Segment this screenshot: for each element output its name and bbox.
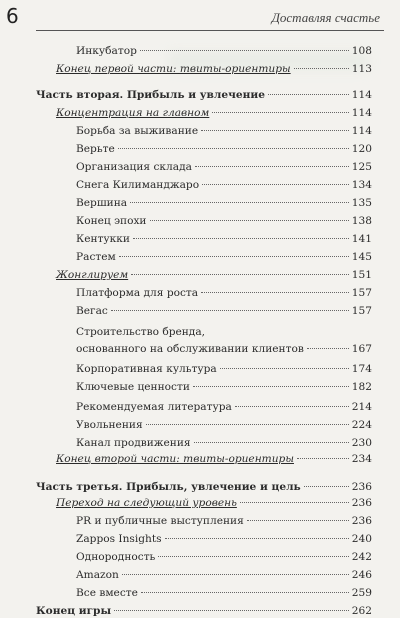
toc-entry-title: Борьба за выживание [76,125,199,137]
toc-entry [56,452,372,466]
toc-entry-title: Amazon [76,569,119,581]
toc-entry-page: 141 [351,233,372,245]
toc-entry [76,250,372,264]
dot-leader [297,458,349,459]
toc-entry-title: Все вместе [76,587,138,599]
toc-entry [76,178,372,192]
toc-entry-title: Инкубатор [76,45,137,57]
dot-leader [294,68,349,69]
dot-leader [118,148,349,149]
toc-entry-page: 230 [351,437,372,449]
running-head: Доставляя счастье [271,10,380,25]
toc-entry-page: 138 [351,215,372,227]
dot-leader [119,256,349,257]
toc-entry [76,196,372,210]
toc-entry [76,568,372,582]
dot-leader [114,610,349,611]
toc-entry [76,418,372,432]
toc-entry-title: Кентукки [76,233,130,245]
toc-entry-page: 240 [351,533,372,545]
toc-entry-title: Часть третья. Прибыль, увлечение и цель [36,481,301,493]
toc-entry-title: Ключевые ценности [76,381,190,393]
toc-entry-page: 157 [351,287,372,299]
dot-leader [111,310,349,311]
toc-entry-title: Жонглируем [56,269,129,281]
toc-entry-title: Снега Килиманджаро [76,179,200,191]
dot-leader [158,556,348,557]
dot-leader [220,368,349,369]
toc-entry-page: 214 [351,401,372,413]
toc-entry [56,268,372,282]
toc-entry-title: Верьте [76,143,115,155]
toc-entry [76,142,372,156]
dot-leader [201,292,349,293]
toc-entry-page: 125 [351,161,372,173]
dot-leader [130,202,349,203]
toc-entry-title: Платформа для роста [76,287,199,299]
toc-entry-page: 151 [351,269,372,281]
toc-entry [76,380,372,394]
toc-entry [56,496,372,510]
toc-entry-page: 167 [351,343,372,355]
toc-entry [76,232,372,246]
dot-leader [146,424,349,425]
toc-entry [36,480,372,494]
dot-leader [140,50,349,51]
toc-entry-page: 236 [351,481,372,493]
toc-entry [76,160,372,174]
toc-entry-title: Концентрация на главном [56,107,210,119]
toc-entry-title: Корпоративная культура [76,363,217,375]
dot-leader [201,130,349,131]
dot-leader [268,94,349,95]
toc-entry [76,304,372,318]
toc-entry-page: 120 [351,143,372,155]
toc-entry [76,400,372,414]
toc-entry [76,532,372,546]
toc-entry-page: 242 [351,551,372,563]
toc-entry-page: 236 [351,515,372,527]
toc-entry-page: 182 [351,381,372,393]
page-number: 6 [6,4,19,28]
dot-leader [122,574,349,575]
dot-leader [307,348,349,349]
toc-entry-page: 262 [351,605,372,617]
toc-entry-page: 134 [351,179,372,191]
toc-entry-page: 113 [351,63,372,75]
toc-entry [76,550,372,564]
toc-entry-title: PR и публичные выступления [76,515,244,527]
toc-entry-page: 114 [351,89,372,101]
toc-entry [36,604,372,618]
toc-entry [76,436,372,450]
toc-entry [76,342,372,356]
dot-leader [193,386,349,387]
toc-entry [56,62,372,76]
toc-entry-title: Конец эпохи [76,215,147,227]
toc-entry-title: Увольнения [76,419,143,431]
toc-entry-title: Вершина [76,197,128,209]
toc-entry-page: 145 [351,251,372,263]
toc-entry [76,286,372,300]
toc-entry-title: Часть вторая. Прибыль и увлечение [36,89,265,101]
toc-entry-page: 114 [351,125,372,137]
dot-leader [131,274,349,275]
toc-entry [76,362,372,376]
toc-entry [76,124,372,138]
dot-leader [194,442,349,443]
toc-entry-title: Вегас [76,305,108,317]
toc-entry-page: 246 [351,569,372,581]
toc-entry-title: Канал продвижения [76,437,191,449]
dot-leader [150,220,349,221]
toc-entry [56,106,372,120]
toc-entry-page: 236 [351,497,372,509]
toc-entry-title: Организация склада [76,161,192,173]
toc-entry [76,214,372,228]
toc-entry [76,514,372,528]
dot-leader [247,520,349,521]
toc-entry-title: Рекомендуемая литература [76,401,232,413]
toc-entry-title: Конец второй части: твиты-ориентиры [56,453,294,465]
toc-entry-page: 157 [351,305,372,317]
dot-leader [202,184,349,185]
toc-entry-title: Конец игры [36,605,112,617]
toc-entry [76,325,372,339]
header-rule [36,30,384,31]
toc-entry [36,88,372,102]
dot-leader [304,486,349,487]
toc-entry-title: Zappos Insights [76,533,162,545]
toc-entry-page: 135 [351,197,372,209]
toc-entry-page: 234 [351,453,372,465]
dot-leader [133,238,349,239]
dot-leader [141,592,349,593]
toc-entry-title: Переход на следующий уровень [56,497,237,509]
toc-entry [76,44,372,58]
toc-entry-title: Растем [76,251,116,263]
dot-leader [235,406,349,407]
toc-entry-page: 174 [351,363,372,375]
toc-entry-title: Строительство бренда, [76,326,206,338]
toc-entry-title: Однородность [76,551,156,563]
dot-leader [240,502,349,503]
toc-entry [76,586,372,600]
toc-entry-page: 224 [351,419,372,431]
dot-leader [195,166,349,167]
dot-leader [212,112,348,113]
dot-leader [165,538,349,539]
toc-entry-page: 259 [351,587,372,599]
toc-entry-title: основанного на обслуживании клиентов [76,343,304,355]
toc-entry-page: 108 [351,45,372,57]
toc-entry-title: Конец первой части: твиты-ориентиры [56,63,291,75]
toc-entry-page: 114 [351,107,372,119]
